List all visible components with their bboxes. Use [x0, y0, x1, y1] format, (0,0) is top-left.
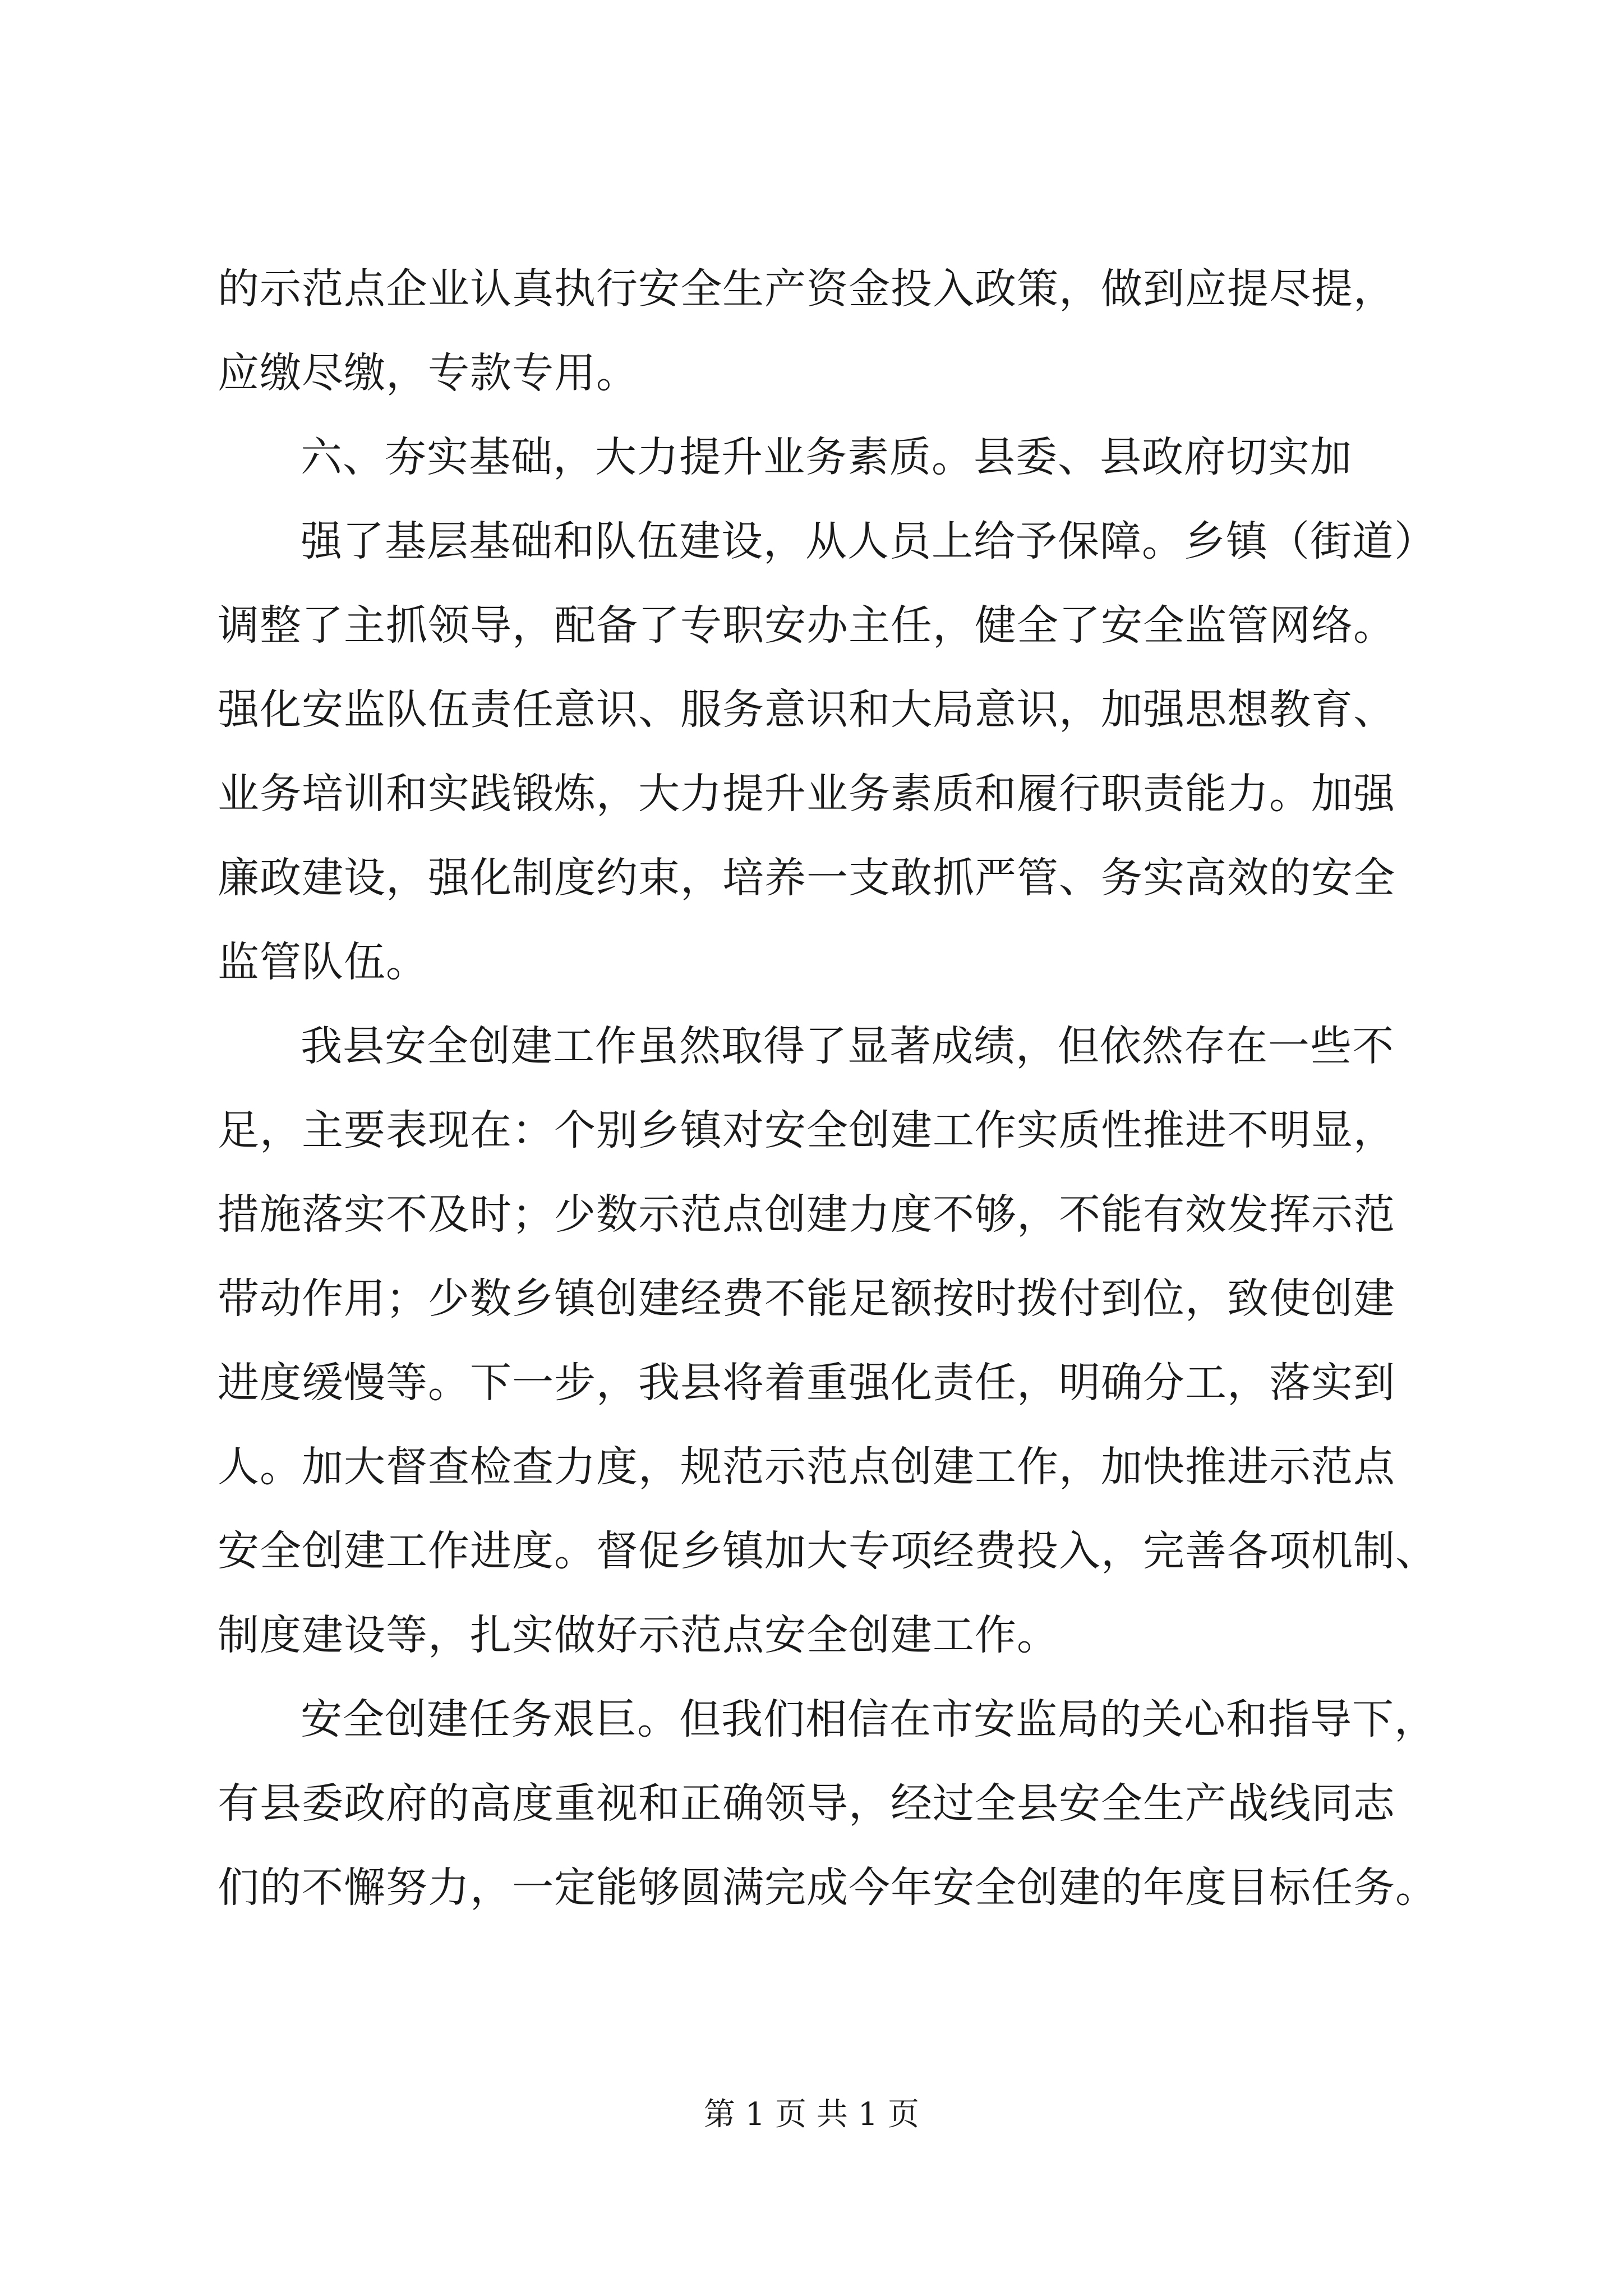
body-text: [218, 247, 1437, 1930]
text-line: 人。加大督查检查力度，规范示范点创建工作，加快推进示范点: [218, 1443, 1395, 1491]
text-line: 带动作用；少数乡镇创建经费不能足额按时拨付到位，致使创建: [218, 1274, 1395, 1323]
text-line: 足，主要表现在：个别乡镇对安全创建工作实质性推进不明显，: [218, 1106, 1395, 1154]
text-line: 强了基层基础和队伍建设，从人员上给予保障。乡镇（街道）: [301, 517, 1436, 565]
text-line: 的示范点企业认真执行安全生产资金投入政策，做到应提尽提，: [218, 265, 1395, 313]
text-line: 应缴尽缴，专款专用。: [218, 349, 638, 397]
text-line: 强化安监队伍责任意识、服务意识和大局意识，加强思想教育、: [218, 685, 1395, 734]
text-line: 我县安全创建工作虽然取得了显著成绩，但依然存在一些不: [301, 1022, 1394, 1070]
text-line: 调整了主抓领导，配备了专职安办主任，健全了安全监管网络。: [218, 601, 1395, 650]
text-line: 进度缓慢等。下一步，我县将着重强化责任，明确分工，落实到: [218, 1359, 1395, 1407]
text-line: 安全创建任务艰巨。但我们相信在市安监局的关心和指导下，: [301, 1695, 1436, 1743]
text-line: 六、夯实基础，大力提升业务素质。县委、县政府切实加: [301, 433, 1352, 481]
text-line: 有县委政府的高度重视和正确领导，经过全县安全生产战线同志: [218, 1779, 1395, 1828]
text-line: 业务培训和实践锻炼，大力提升业务素质和履行职责能力。加强: [218, 770, 1395, 818]
text-line: 廉政建设，强化制度约束，培养一支敢抓严管、务实高效的安全: [218, 854, 1395, 902]
text-line: 安全创建工作进度。督促乡镇加大专项经费投入，完善各项机制、: [218, 1527, 1437, 1575]
text-line: 措施落实不及时；少数示范点创建力度不够，不能有效发挥示范: [218, 1190, 1395, 1239]
text-line: 们的不懈努力，一定能够圆满完成今年安全创建的年度目标任务。: [218, 1864, 1437, 1912]
text-line: 制度建设等，扎实做好示范点安全创建工作。: [218, 1611, 1059, 1659]
page-footer: 第 1 页 共 1 页: [703, 2096, 920, 2133]
text-line: 监管队伍。: [218, 938, 428, 986]
